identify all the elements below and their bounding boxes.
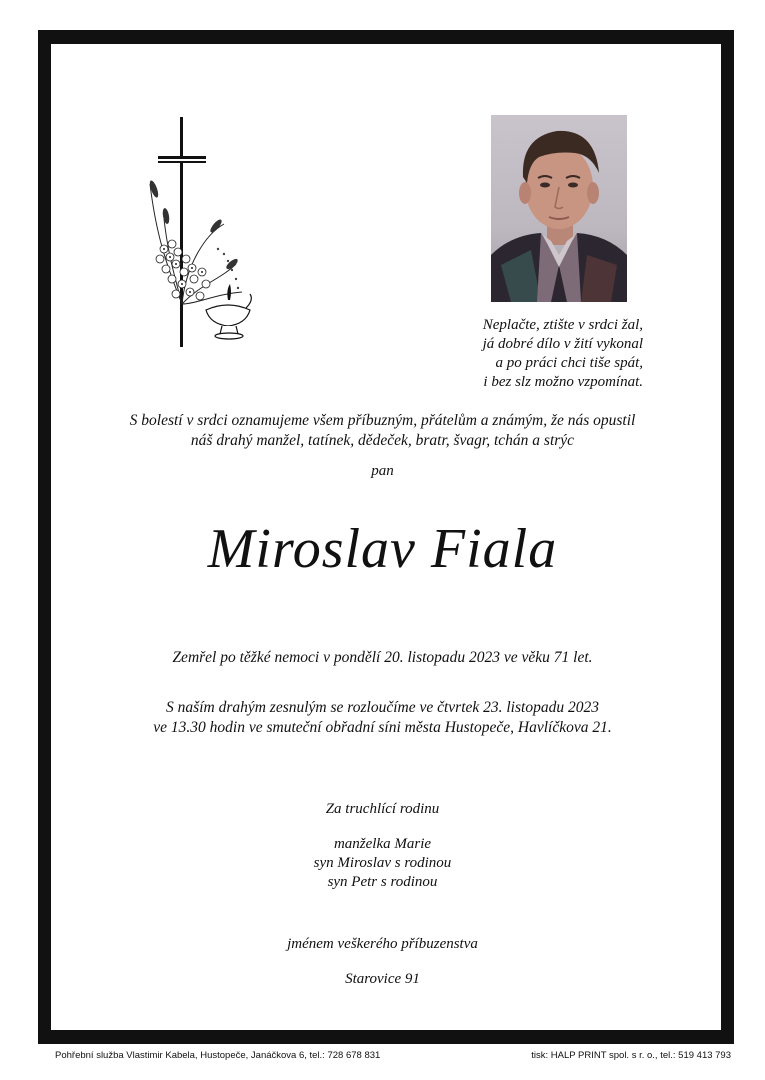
portrait-photo [491,115,627,302]
announcement-intro [0,411,765,451]
intro-line: S bolestí v srdci oznamujeme všem příbuzným, přátelům a známým, že nás opustil [129,412,636,429]
mourners-block [0,800,765,892]
printer-credit: tisk: HALP PRINT spol. s r. o., tel.: 519 413 793 [531,1050,731,1061]
relatives-line: jménem veškerého příbuzenstva [287,936,478,952]
intro-line: náš drahý manžel, tatínek, dědeček, bratr, švagr, tchán a strýc [190,432,575,449]
mourner-name: manželka Marie [333,836,432,852]
poem-line: a po práci chci tiše spát, [495,355,643,371]
cross-with-flowers-icon [146,114,256,352]
mourner-name: syn Miroslav s rodinou [313,855,452,871]
funeral-details [0,698,765,738]
poem-line: i bez slz možno vzpomínat. [483,374,643,390]
mourners-heading: Za truchlící rodinu [325,801,440,817]
poem-line: Neplačte, ztište v srdci žal, [482,317,643,333]
funeral-line: S naším drahým zesnulým se rozloučíme ve čtvrtek 23. listopadu 2023 [166,699,599,716]
funeral-line: ve 13.30 hodin ve smuteční obřadní síni města Hustopeče, Havlíčkova 21. [153,719,612,736]
funeral-service-credit: Pohřební služba Vlastimir Kabela, Hustopeče, Janáčkova 6, tel.: 728 678 831 [55,1050,381,1061]
family-address: Starovice 91 [345,971,420,987]
deceased-name: Miroslav Fiala [207,518,558,580]
mourner-name: syn Petr s rodinou [327,874,438,890]
poem-line: já dobré dílo v žití vykonal [482,336,643,352]
death-notice-line: Zemřel po těžké nemoci v pondělí 20. listopadu 2023 ve věku 71 let. [172,649,593,666]
portrait-illustration [491,115,627,302]
memorial-poem [440,316,643,392]
title-word: pan [371,463,394,479]
